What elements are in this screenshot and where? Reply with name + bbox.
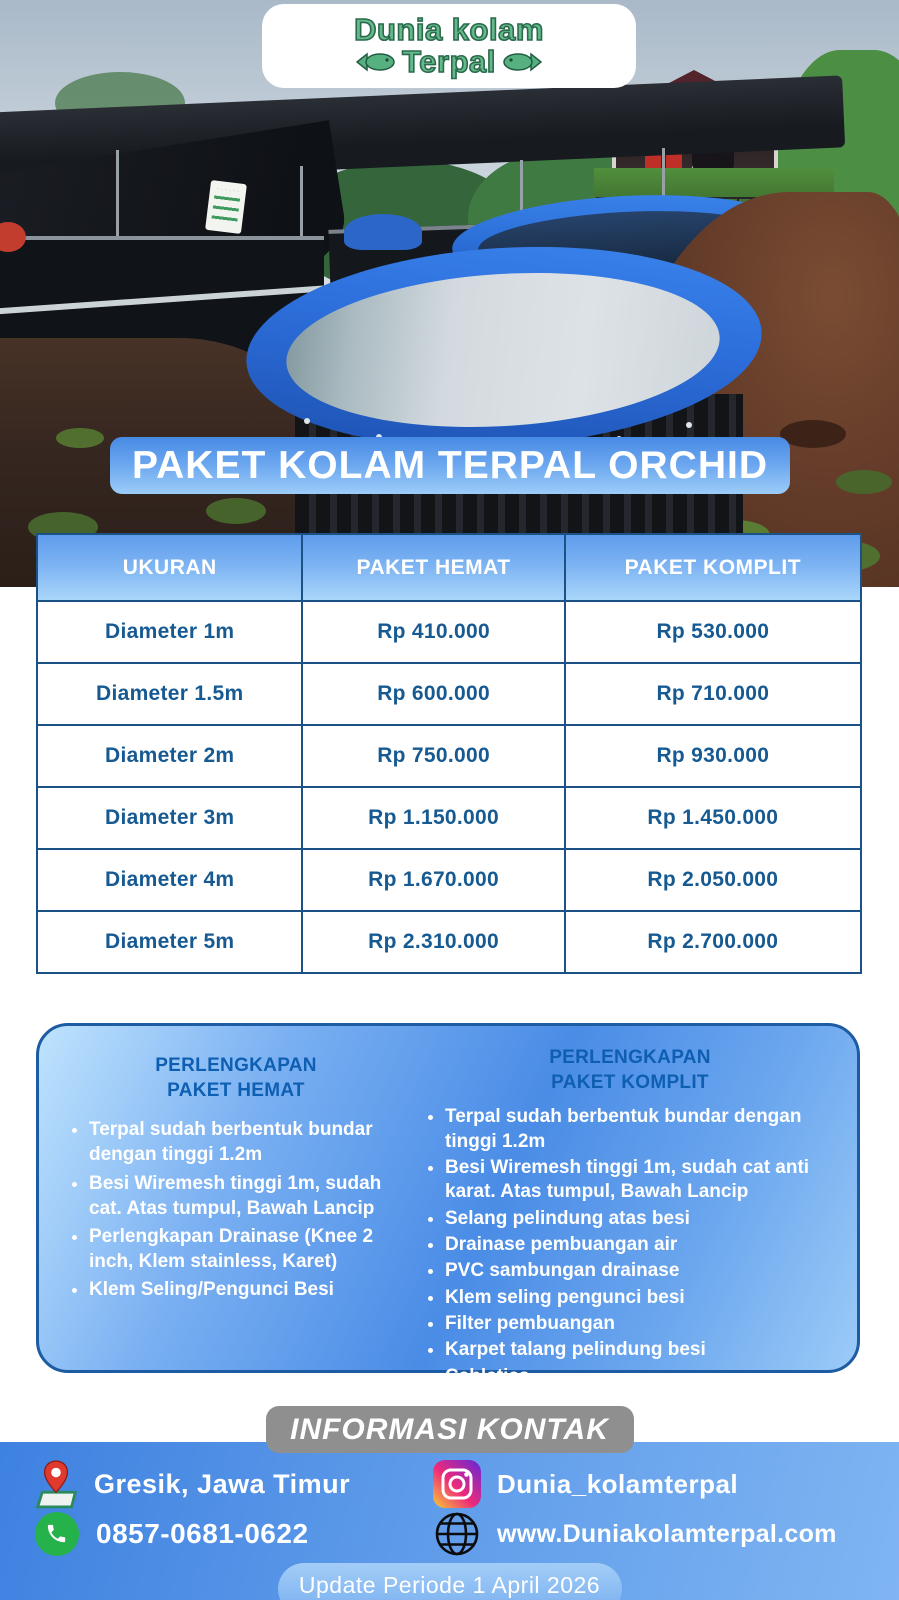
table-row [37,663,861,725]
list-item: • Besi Wiremesh tinggi 1m, sudah cat. Atas tumpul, Bawah Lancip [89,1171,407,1221]
globe-icon [433,1510,481,1558]
package-komplit-heading: PERLENGKAPAN PAKET KOMPLIT [549,1047,711,1093]
price-hemat-cell: Rp 750.000 [302,725,564,787]
package-komplit-list [421,1105,839,1390]
table-row [37,911,861,973]
hanging-sign [205,180,247,234]
update-period-pill: Update Periode 1 April 2026 [278,1563,622,1600]
phone-number: 0857-0681-0622 [96,1518,309,1549]
price-komplit-cell: Rp 930.000 [565,725,861,787]
list-item: • Terpal sudah berbentuk bundar dengan tinggi 1.2m [445,1105,839,1154]
pond-eyelets [304,418,310,424]
dirt-clump [780,420,846,448]
size-cell: Diameter 3m [37,787,302,849]
logo-text-line1: Dunia kolam [354,12,544,48]
page-title: PAKET KOLAM TERPAL ORCHID [132,443,768,487]
website-url: www.Duniakolamterpal.com [497,1519,837,1548]
price-hemat-cell: Rp 600.000 [302,663,564,725]
price-komplit-cell: Rp 1.450.000 [565,787,861,849]
size-cell: Diameter 4m [37,849,302,911]
size-cell: Diameter 2m [37,725,302,787]
fish-icon [502,51,542,73]
list-item: • Karpet talang pelindung besi [445,1338,839,1362]
price-komplit-cell: Rp 2.050.000 [565,849,861,911]
table-row [37,787,861,849]
contact-instagram [433,1460,883,1508]
blue-tub [344,214,422,250]
farm-photo [0,0,899,587]
list-item: • Perlengkapan Drainase (Knee 2 inch, Klem stainless, Karet) [89,1224,407,1274]
grass-tuft [836,470,892,494]
list-item: • Besi Wiremesh tinggi 1m, sudah cat anti karat. Atas tumpul, Bawah Lancip [445,1156,839,1205]
title-banner [110,437,790,494]
price-hemat-cell: Rp 1.670.000 [302,849,564,911]
contact-location [34,1458,433,1510]
list-item: • Klem seling pengunci besi [445,1286,839,1310]
grass-tuft [56,428,104,448]
list-item: • Filter pembuangan [445,1312,839,1336]
map-pin-icon [34,1458,78,1510]
list-item: • Cableties [445,1365,839,1389]
list-item: • Klem Seling/Pengunci Besi [89,1277,407,1302]
contact-website [433,1510,883,1558]
table-header-row [37,534,861,601]
size-cell: Diameter 1m [37,601,302,663]
table-row [37,601,861,663]
price-table [36,533,862,974]
list-item: • PVC sambungan drainase [445,1259,839,1283]
contact-heading: INFORMASI KONTAK [266,1406,634,1453]
package-komplit-column [421,1046,839,1387]
contact-phone [34,1511,433,1557]
phone-icon [34,1511,80,1557]
package-hemat-heading: PERLENGKAPAN PAKET HEMAT [155,1055,317,1101]
price-hemat-cell: Rp 410.000 [302,601,564,663]
price-komplit-cell: Rp 2.700.000 [565,911,861,973]
table-row [37,849,861,911]
price-hemat-cell: Rp 2.310.000 [302,911,564,973]
list-item: • Terpal sudah berbentuk bundar dengan tinggi 1.2m [89,1117,407,1167]
price-hemat-cell: Rp 1.150.000 [302,787,564,849]
table-row [37,725,861,787]
location-text: Gresik, Jawa Timur [94,1468,351,1499]
logo-card [262,4,636,88]
size-cell: Diameter 1.5m [37,663,302,725]
package-contents-box [36,1023,860,1387]
list-item: • Selang pelindung atas besi [445,1207,839,1231]
instagram-handle: Dunia_kolamterpal [497,1468,739,1499]
col-header-ukuran: UKURAN [37,534,302,601]
price-komplit-cell: Rp 710.000 [565,663,861,725]
grass-tuft [206,498,266,524]
package-hemat-list [65,1117,407,1305]
package-hemat-column [65,1046,421,1356]
instagram-icon [433,1460,481,1508]
list-item: • Drainase pembuangan air [445,1233,839,1257]
fish-icon [356,51,396,73]
price-komplit-cell: Rp 530.000 [565,601,861,663]
logo-text-line2: Terpal [402,44,496,79]
col-header-paket-komplit: PAKET KOMPLIT [565,534,861,601]
col-header-paket-hemat: PAKET HEMAT [302,534,564,601]
size-cell: Diameter 5m [37,911,302,973]
